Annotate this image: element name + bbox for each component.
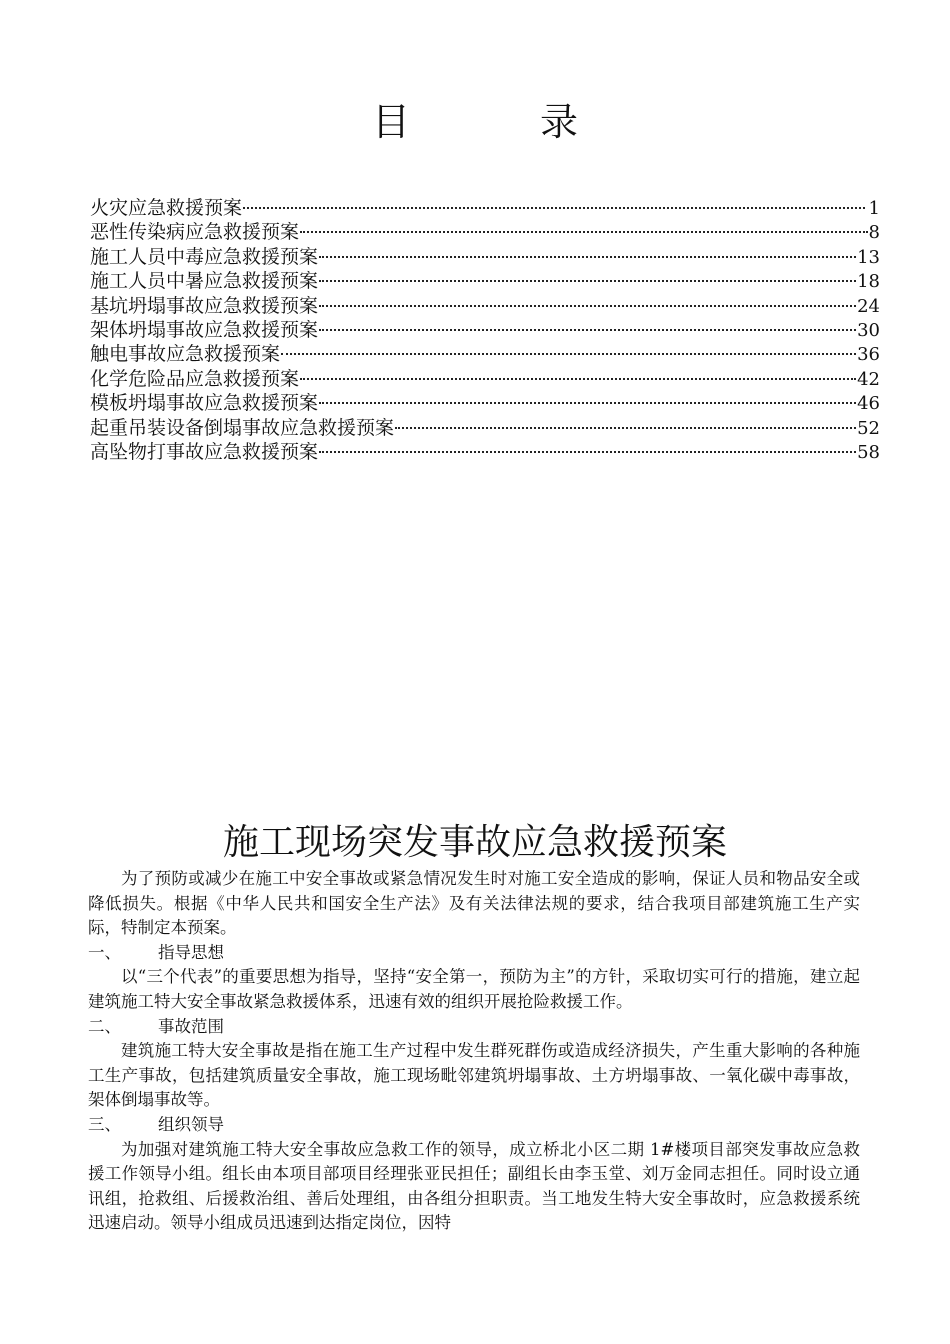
toc-leader-dots (319, 451, 856, 453)
toc-entry-page: 46 (857, 393, 880, 415)
toc-entry[interactable] (90, 342, 880, 366)
toc-leader-dots (319, 305, 856, 307)
toc-entry[interactable] (90, 318, 880, 342)
toc-leader-dots (281, 353, 856, 355)
toc-entry-page: 24 (857, 295, 880, 317)
toc-entry-page: 1 (868, 198, 880, 219)
toc-entry-page: 30 (857, 319, 880, 341)
toc-leader-dots (319, 256, 856, 258)
toc-entry[interactable] (90, 245, 880, 269)
toc-entry[interactable] (90, 440, 880, 464)
section-paragraph: 为加强对建筑施工特大安全事故应急救工作的领导，成立桥北小区二期 1#楼项目部突发事故应急救援工作领导小组。组长由本项目部项目经理张亚民担任；副组长由李玉堂、刘万金同志担任。同时设立通讯组，抢救组、后援救治组、善后处理组，由各组分担职责。当工地发生特大安全事故时，应急救援系统迅速启动。领导小组成员迅速到达指定岗位，因特 (88, 1139, 860, 1233)
toc-entry-label: 架体坍塌事故应急救援预案 (90, 318, 319, 341)
section-heading (88, 1015, 860, 1040)
section-heading-text: 事故范围 (158, 1016, 224, 1036)
toc-entry-label: 起重吊装设备倒塌事故应急救援预案 (90, 416, 395, 439)
toc-entry-page: 8 (868, 222, 880, 244)
toc-entry[interactable] (90, 367, 880, 391)
toc-entry-page: 52 (857, 417, 880, 439)
toc-entry-label: 化学危险品应急救援预案 (90, 367, 300, 390)
section-heading-text: 组织领导 (158, 1114, 224, 1134)
toc-leader-dots (243, 207, 865, 209)
toc-entry[interactable] (90, 391, 880, 415)
toc-entry-label: 触电事故应急救援预案 (90, 343, 281, 366)
toc-entry-label: 基坑坍塌事故应急救援预案 (90, 294, 319, 317)
intro-paragraph: 为了预防或减少在施工中安全事故或紧急情况发生时对施工安全造成的影响，保证人员和物品安全或降低损失。根据《中华人民共和国安全生产法》及有关法律法规的要求，结合我项目部建筑施工生产实际，特制定本预案。 (88, 869, 860, 938)
document-body (88, 867, 860, 1236)
toc-entry-page: 36 (857, 344, 880, 366)
table-of-contents (90, 196, 880, 464)
section-heading-text: 指导思想 (158, 942, 224, 962)
section-number: 一、 (88, 942, 121, 962)
toc-entry-page: 13 (857, 246, 880, 268)
toc-entry-label: 模板坍塌事故应急救援预案 (90, 392, 319, 415)
document-title: 施工现场突发事故应急救援预案 (222, 822, 727, 863)
toc-title: 目录 (371, 100, 708, 144)
toc-entry[interactable] (90, 416, 880, 440)
toc-entry-label: 恶性传染病应急救援预案 (90, 221, 300, 244)
toc-entry-label: 高坠物打事故应急救援预案 (90, 440, 319, 463)
toc-leader-dots (319, 402, 856, 404)
section-paragraph: 以“三个代表”的重要思想为指导，坚持“安全第一，预防为主”的方针，采取切实可行的措施，建立起建筑施工特大安全事故紧急救援体系，迅速有效的组织开展抢险救援工作。 (88, 967, 860, 1011)
section-heading (88, 1113, 860, 1138)
toc-entry-label: 火灾应急救援预案 (90, 197, 243, 219)
toc-leader-dots (319, 280, 856, 282)
section-number: 三、 (88, 1114, 121, 1134)
toc-entry-label: 施工人员中毒应急救援预案 (90, 245, 319, 268)
section-paragraph: 建筑施工特大安全事故是指在施工生产过程中发生群死群伤或造成经济损失，产生重大影响的各种施工生产事故，包括建筑质量安全事故，施工现场毗邻建筑坍塌事故、土方坍塌事故、一氧化碳中毒事故，架体倒塌事故等。 (88, 1041, 860, 1110)
toc-leader-dots (300, 231, 868, 233)
toc-entry[interactable] (90, 196, 880, 220)
toc-entry-label: 施工人员中暑应急救援预案 (90, 270, 319, 293)
toc-entry-page: 42 (857, 368, 880, 390)
toc-entry-page: 18 (857, 271, 880, 293)
toc-entry[interactable] (90, 220, 880, 244)
section-heading (88, 941, 860, 966)
toc-entry[interactable] (90, 294, 880, 318)
toc-leader-dots (395, 427, 856, 429)
toc-leader-dots (319, 329, 856, 331)
section-number: 二、 (88, 1016, 121, 1036)
toc-entry[interactable] (90, 269, 880, 293)
toc-entry-page: 58 (857, 441, 880, 463)
toc-leader-dots (300, 378, 856, 380)
